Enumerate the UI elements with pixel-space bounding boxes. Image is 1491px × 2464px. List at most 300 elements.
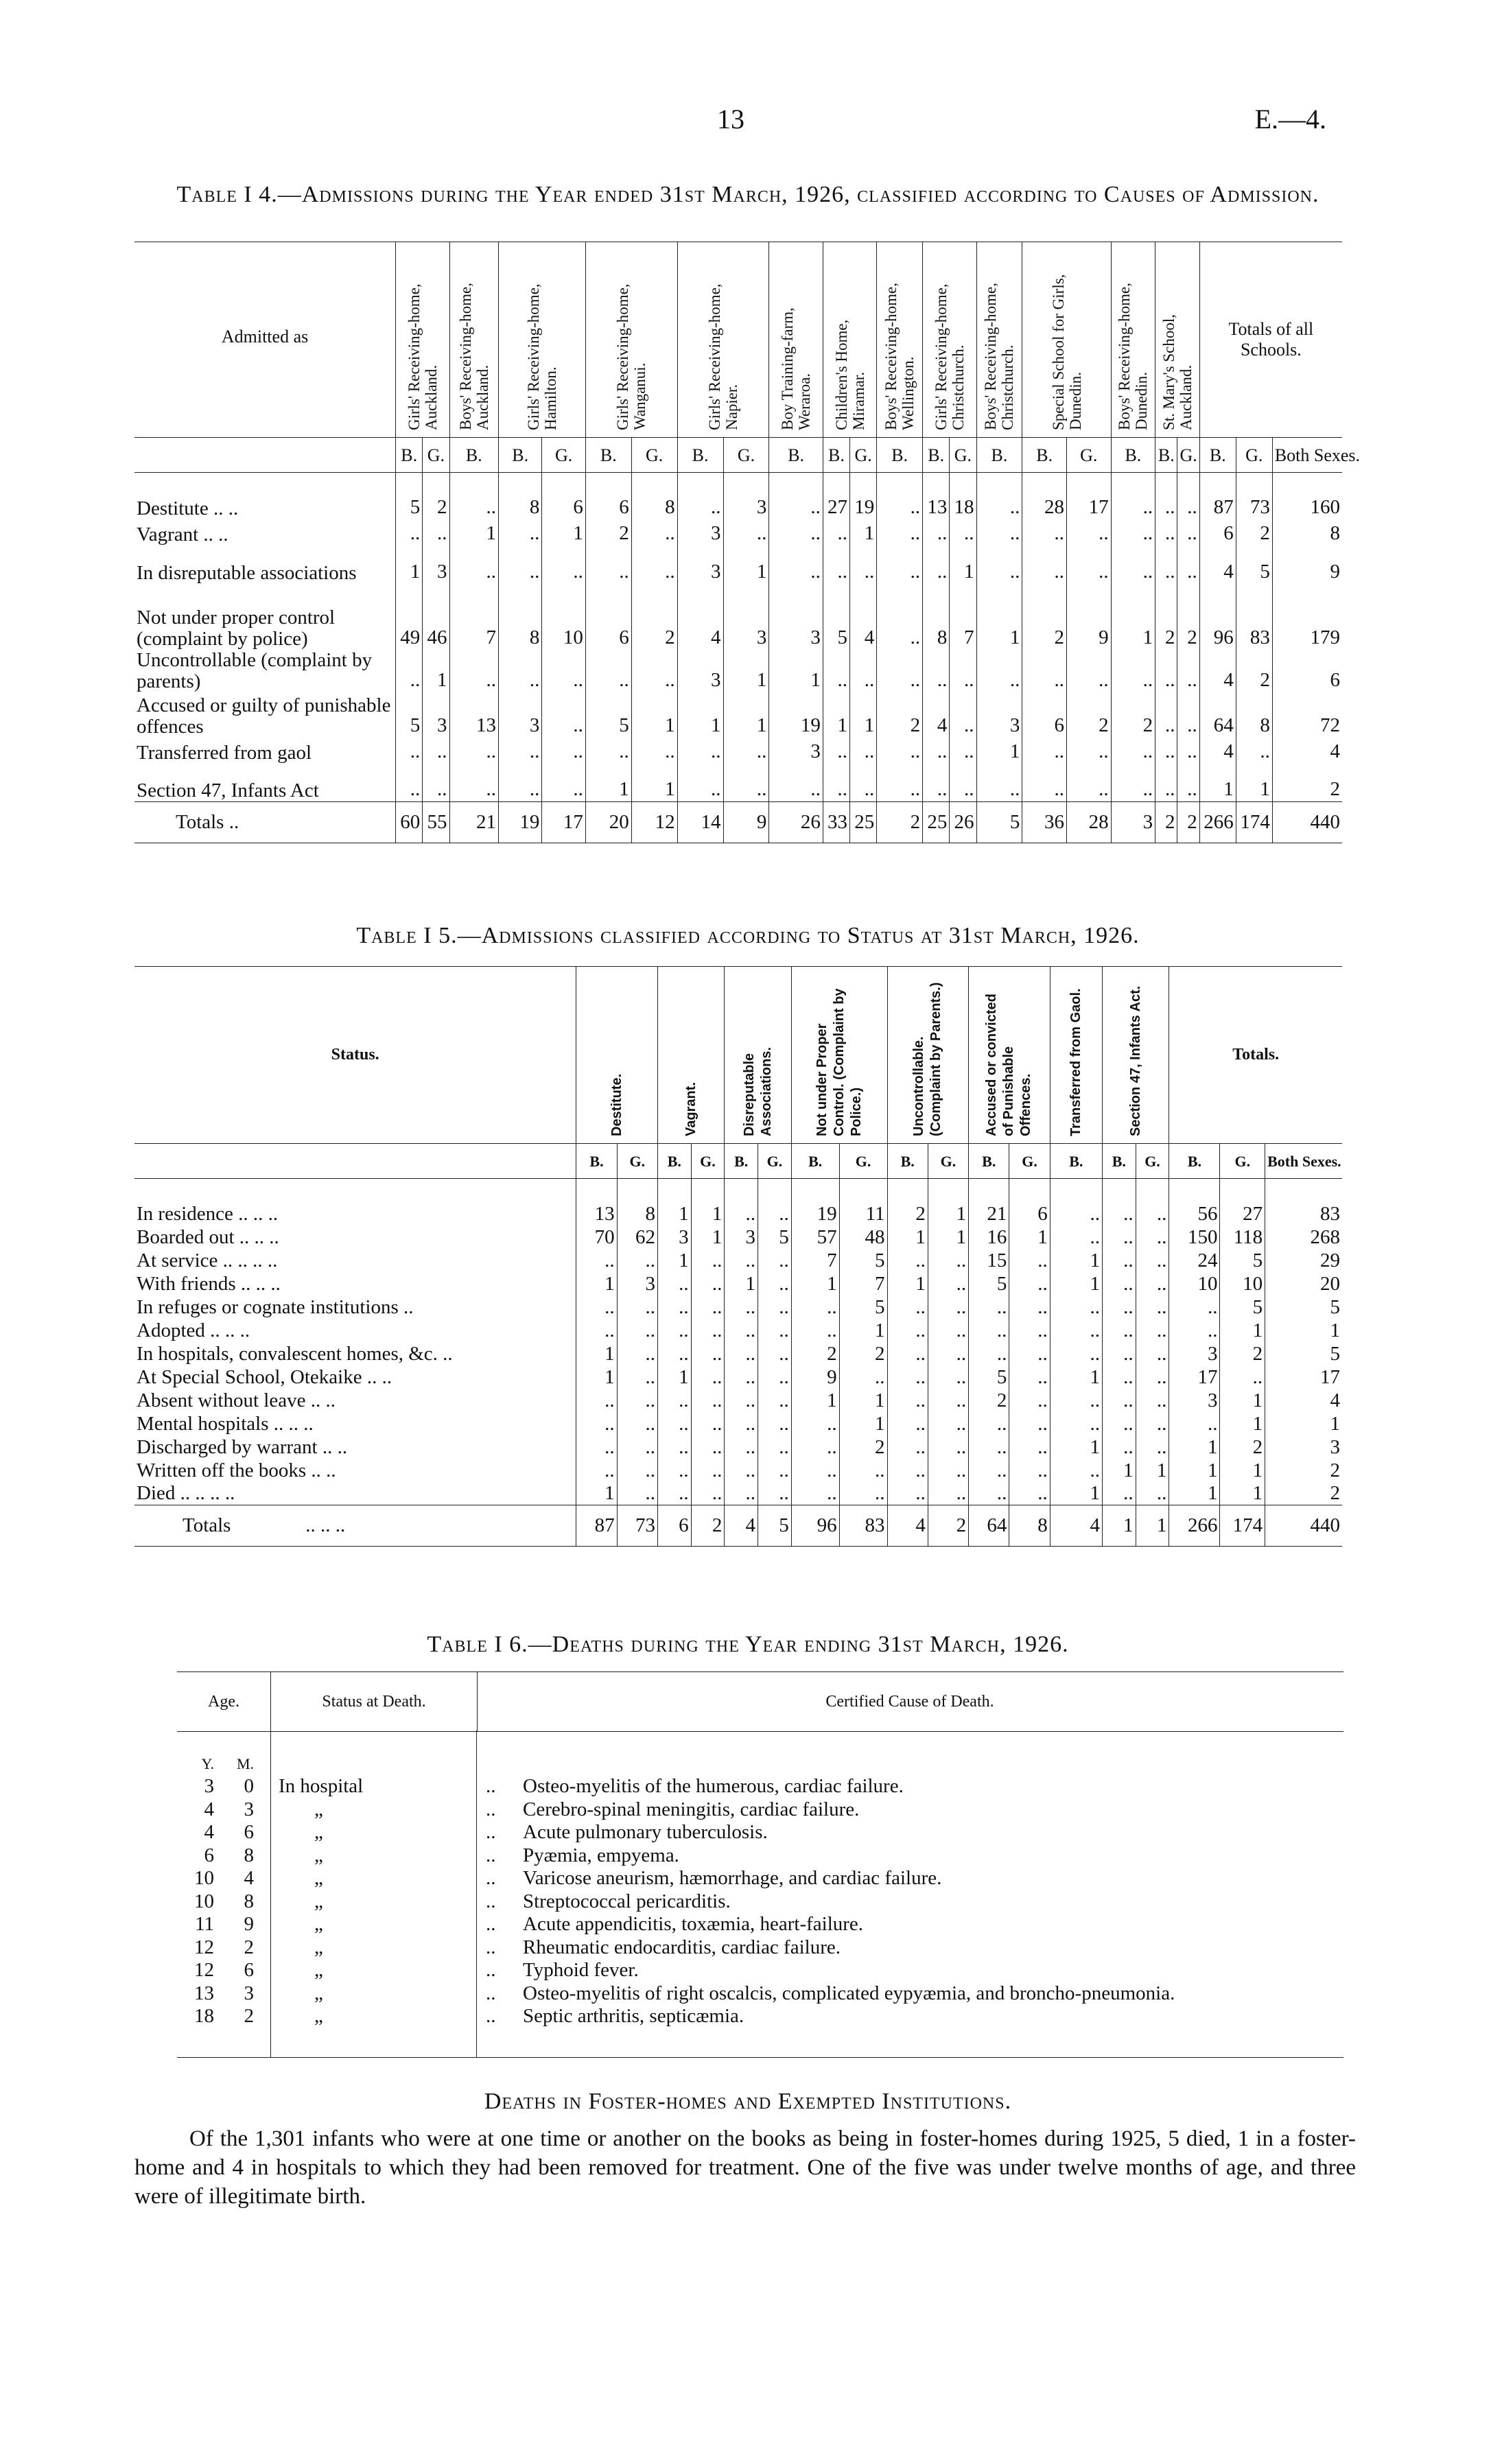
table-cell: 19 — [791, 1179, 839, 1225]
table-cell: .. — [423, 738, 449, 764]
table-cell: .. — [1102, 1389, 1136, 1412]
table-cell: .. — [691, 1272, 725, 1295]
table-cell: .. — [657, 1295, 691, 1319]
table-cell: .. — [1111, 738, 1155, 764]
sex-subheader: G. — [631, 438, 677, 473]
table-row — [134, 1389, 1342, 1412]
table-cell: 2 — [1155, 802, 1177, 843]
sex-subheader: G. — [1236, 438, 1272, 473]
table-cell: 3 — [423, 545, 449, 584]
table-cell: .. — [1220, 1365, 1265, 1389]
table-cell: .. — [1102, 1342, 1136, 1365]
table-cell: .. — [1136, 1435, 1169, 1459]
table-cell: 3 — [677, 650, 723, 692]
table-cell: 17 — [1265, 1365, 1342, 1389]
table-cell: 1 — [1199, 764, 1236, 802]
table-cell: .. — [823, 545, 849, 584]
table-cell: 5 — [839, 1295, 887, 1319]
table-cell: .. — [1169, 1412, 1220, 1435]
row-label: In refuges or cognate institutions .. — [137, 1295, 414, 1318]
table-cell: 1 — [691, 1179, 725, 1225]
table-cell: 60 — [396, 802, 423, 843]
table-cell: .. — [1136, 1295, 1169, 1319]
table-cell: 1 — [1102, 1505, 1136, 1547]
table-cell: .. — [1236, 738, 1272, 764]
sex-subheader: G. — [950, 438, 976, 473]
table-cell: 1 — [1050, 1249, 1102, 1272]
table-cell: .. — [1155, 545, 1177, 584]
table-cell: .. — [877, 545, 923, 584]
age-years: 13 — [194, 1982, 214, 2004]
table-i6-header — [177, 1671, 1343, 1732]
table-cell: .. — [1009, 1249, 1050, 1272]
table-cell: 14 — [677, 802, 723, 843]
sex-subheader: B. — [576, 1144, 617, 1179]
table-cell: .. — [928, 1342, 968, 1365]
col-header: Boys' Receiving-home, Dunedin. — [1111, 242, 1155, 438]
sex-subheader: G. — [691, 1144, 725, 1179]
table-cell: 6 — [542, 473, 585, 519]
status-at-death: „ — [314, 1844, 323, 1866]
sex-subheader: B. — [657, 1144, 691, 1179]
table-cell: .. — [396, 738, 423, 764]
row-label: Totals .. .. .. — [134, 1505, 576, 1547]
table-cell: 70 — [576, 1225, 617, 1249]
table-cell: 6 — [1199, 519, 1236, 545]
table-cell: .. — [449, 650, 499, 692]
table-cell: 9 — [1067, 584, 1112, 650]
table-cell: .. — [576, 1412, 617, 1435]
table-cell: .. — [423, 764, 449, 802]
table-cell: .. — [691, 1482, 725, 1505]
table-cell: 268 — [1265, 1225, 1342, 1249]
table-cell: .. — [677, 473, 723, 519]
table-cell: 48 — [839, 1225, 887, 1249]
age-years: 4 — [204, 1798, 214, 1820]
row-label: At service .. .. .. .. — [137, 1249, 278, 1271]
table-cell: .. — [1067, 519, 1112, 545]
table-cell: 6 — [585, 473, 631, 519]
col-header: Boys' Receiving-home, Auckland. — [449, 242, 499, 438]
table-cell: .. — [1050, 1412, 1102, 1435]
table-cell: 1 — [423, 650, 449, 692]
sex-subheader: B. — [969, 1144, 1009, 1179]
table-i4-caption: Table I 4.—Admissions during the Year ended 31st March, 1926, classified according to Causes of Admission. — [176, 182, 1319, 207]
row-label: Died .. .. .. .. — [137, 1482, 235, 1504]
table-cell: .. — [617, 1389, 657, 1412]
sex-subheader: B. — [585, 438, 631, 473]
table-cell: 1 — [1265, 1319, 1342, 1342]
table-cell: 1 — [677, 692, 723, 738]
table-cell: .. — [725, 1179, 758, 1225]
table-cell: .. — [499, 738, 542, 764]
row-label: Not under proper control (complaint by police) — [137, 606, 336, 650]
row-label: Vagrant .. .. — [137, 523, 228, 545]
table-cell: .. — [1102, 1412, 1136, 1435]
table-cell: 1 — [1050, 1365, 1102, 1389]
col-header: St. Mary's School, Auckland. — [1155, 242, 1200, 438]
table-cell: 8 — [923, 584, 950, 650]
table-cell: .. — [1111, 650, 1155, 692]
table-cell: 1 — [1136, 1459, 1169, 1482]
table-cell: 28 — [1022, 473, 1067, 519]
table-cell: 3 — [769, 584, 823, 650]
table-cell: 87 — [576, 1505, 617, 1547]
status-at-death: „ — [314, 1982, 323, 2004]
table-cell: 1 — [723, 692, 769, 738]
table-cell: 3 — [423, 692, 449, 738]
table-cell: 7 — [449, 584, 499, 650]
sex-subheader: Both Sexes. — [1272, 438, 1342, 473]
table-cell: .. — [1009, 1482, 1050, 1505]
table-cell: 4 — [887, 1505, 928, 1547]
table-cell: 1 — [449, 519, 499, 545]
row-label: In residence .. .. .. — [137, 1202, 279, 1225]
table-cell: 3 — [725, 1225, 758, 1249]
table-cell: .. — [617, 1295, 657, 1319]
table-cell: .. — [396, 519, 423, 545]
death-row — [177, 1820, 1343, 1844]
table-cell: 1 — [1220, 1389, 1265, 1412]
table-cell: .. — [657, 1389, 691, 1412]
sex-subheader: B. — [677, 438, 723, 473]
table-cell: 2 — [877, 692, 923, 738]
table-cell: .. — [1136, 1249, 1169, 1272]
page-header — [0, 103, 1491, 144]
table-cell: .. — [823, 764, 849, 802]
table-row — [134, 545, 1342, 584]
table-cell: 5 — [839, 1249, 887, 1272]
table-cell: .. — [576, 1435, 617, 1459]
cause-of-death: Typhoid fever. — [523, 1959, 639, 1981]
table-cell: 5 — [1265, 1342, 1342, 1365]
table-cell: .. — [585, 650, 631, 692]
table-cell: 2 — [1177, 584, 1199, 650]
table-cell: .. — [1169, 1319, 1220, 1342]
table-cell: .. — [449, 764, 499, 802]
table-cell: .. — [576, 1249, 617, 1272]
table-cell: .. — [791, 1435, 839, 1459]
table-cell: .. — [542, 650, 585, 692]
table-row — [134, 692, 1342, 738]
table-cell: .. — [976, 650, 1022, 692]
col-header-totals: Totals of all Schools. — [1199, 242, 1342, 438]
col-header: Vagrant. — [657, 967, 724, 1144]
table-cell: 1 — [976, 738, 1022, 764]
status-at-death: „ — [314, 1959, 323, 1981]
table-cell: 2 — [1220, 1435, 1265, 1459]
table-cell: .. — [1136, 1225, 1169, 1249]
sex-subheader: B. — [976, 438, 1022, 473]
table-cell: .. — [1155, 738, 1177, 764]
table-cell: .. — [928, 1365, 968, 1389]
table-cell: 4 — [725, 1505, 758, 1547]
table-cell: 3 — [723, 584, 769, 650]
table-cell: .. — [1067, 738, 1112, 764]
table-cell: .. — [887, 1412, 928, 1435]
table-cell: .. — [923, 764, 950, 802]
sex-subheader: G. — [542, 438, 585, 473]
table-cell: .. — [1177, 764, 1199, 802]
table-cell: 4 — [1272, 738, 1342, 764]
table-cell: 1 — [850, 692, 877, 738]
table-cell: .. — [691, 1412, 725, 1435]
table-cell: .. — [1136, 1319, 1169, 1342]
table-cell: 57 — [791, 1225, 839, 1249]
table-cell: 1 — [631, 764, 677, 802]
col-header: Girls' Receiving-home, Auckland. — [396, 242, 449, 438]
table-cell: 5 — [969, 1365, 1009, 1389]
row-label: Discharged by warrant .. .. — [137, 1435, 348, 1458]
table-cell: .. — [928, 1482, 968, 1505]
table-cell: .. — [657, 1272, 691, 1295]
table-cell: 3 — [499, 692, 542, 738]
table-cell: 440 — [1272, 802, 1342, 843]
table-cell: 266 — [1169, 1505, 1220, 1547]
table-cell: .. — [839, 1365, 887, 1389]
table-cell: 9 — [723, 802, 769, 843]
table-cell: .. — [396, 764, 423, 802]
table-cell: 3 — [976, 692, 1022, 738]
table-cell: .. — [396, 650, 423, 692]
table-cell: 4 — [1050, 1505, 1102, 1547]
table-cell: 3 — [657, 1225, 691, 1249]
table-cell: .. — [723, 764, 769, 802]
table-cell: .. — [839, 1482, 887, 1505]
table-cell: 160 — [1272, 473, 1342, 519]
col-header: Destitute. — [576, 967, 658, 1144]
table-cell: .. — [1155, 473, 1177, 519]
table-cell: .. — [725, 1342, 758, 1365]
table-cell: 2 — [585, 519, 631, 545]
table-cell: 4 — [1199, 545, 1236, 584]
table-cell: 1 — [791, 1389, 839, 1412]
table-cell: .. — [617, 1412, 657, 1435]
table-cell: .. — [723, 738, 769, 764]
sex-subheader: B. — [1155, 438, 1177, 473]
status-at-death: „ — [314, 1890, 323, 1912]
table-cell: .. — [631, 738, 677, 764]
table-cell: 5 — [758, 1505, 792, 1547]
table-cell: .. — [576, 1389, 617, 1412]
table-cell: .. — [758, 1179, 792, 1225]
age-years: 12 — [194, 1959, 214, 1981]
table-cell: 5 — [585, 692, 631, 738]
totals-row — [134, 802, 1342, 843]
row-label: Written off the books .. .. — [137, 1459, 336, 1481]
table-cell: 2 — [1236, 650, 1272, 692]
col-header: Girls' Receiving-home, Wanganui. — [585, 242, 677, 438]
sex-subheader: G. — [850, 438, 877, 473]
table-cell: .. — [928, 1412, 968, 1435]
table-cell: .. — [1009, 1365, 1050, 1389]
table-cell: .. — [877, 519, 923, 545]
table-cell: 1 — [823, 692, 849, 738]
age-months: 2 — [244, 2005, 254, 2027]
table-cell: 1 — [1220, 1482, 1265, 1505]
col-header: Girls' Receiving-home, Napier. — [677, 242, 769, 438]
table-cell: .. — [542, 545, 585, 584]
table-cell: 25 — [850, 802, 877, 843]
table-cell: .. — [758, 1435, 792, 1459]
table-cell: .. — [542, 764, 585, 802]
table-cell: .. — [725, 1319, 758, 1342]
table-cell: .. — [887, 1295, 928, 1319]
table-cell: .. — [725, 1482, 758, 1505]
table-cell: .. — [1136, 1365, 1169, 1389]
table-cell: .. — [1111, 473, 1155, 519]
age-months: 3 — [244, 1982, 254, 2004]
table-i4-stub-header: Admitted as — [221, 326, 309, 347]
table-cell: .. — [1136, 1412, 1169, 1435]
table-cell: 1 — [1169, 1435, 1220, 1459]
table-cell: .. — [969, 1295, 1009, 1319]
table-i4 — [134, 242, 1361, 843]
table-cell: 10 — [1169, 1272, 1220, 1295]
table-cell: .. — [976, 545, 1022, 584]
table-cell: .. — [617, 1365, 657, 1389]
col-header: Children's Home, Miramar. — [823, 242, 876, 438]
totals-row — [134, 1505, 1342, 1547]
table-cell: .. — [1067, 764, 1112, 802]
table-cell: .. — [1177, 519, 1199, 545]
leader-dots: .. — [486, 1798, 496, 1820]
table-cell: .. — [1009, 1389, 1050, 1412]
table-cell: 1 — [396, 545, 423, 584]
table-row — [134, 1249, 1342, 1272]
table-cell: .. — [1155, 519, 1177, 545]
death-row — [177, 1982, 1343, 2005]
table-cell: 1 — [850, 519, 877, 545]
death-row — [177, 1912, 1343, 1936]
table-cell: .. — [887, 1319, 928, 1342]
col-header: Disreputable Associations. — [725, 967, 791, 1144]
table-cell: 8 — [1009, 1505, 1050, 1547]
table-cell: .. — [617, 1459, 657, 1482]
table-cell: 179 — [1272, 584, 1342, 650]
table-cell: .. — [887, 1482, 928, 1505]
table-cell: .. — [1169, 1295, 1220, 1319]
table-cell: .. — [769, 764, 823, 802]
sex-subheader: G. — [1009, 1144, 1050, 1179]
table-cell: .. — [850, 650, 877, 692]
table-cell: .. — [1111, 764, 1155, 802]
table-cell: 1 — [657, 1365, 691, 1389]
table-cell: 3 — [1169, 1342, 1220, 1365]
table-cell: 118 — [1220, 1225, 1265, 1249]
table-cell: .. — [1136, 1482, 1169, 1505]
table-cell: 27 — [823, 473, 849, 519]
table-cell: 8 — [499, 584, 542, 650]
row-label: Totals .. — [134, 802, 396, 843]
table-cell: 2 — [969, 1389, 1009, 1412]
table-cell: 1 — [839, 1389, 887, 1412]
table-cell: 3 — [1265, 1435, 1342, 1459]
table-cell: .. — [791, 1295, 839, 1319]
table-cell: .. — [950, 764, 976, 802]
table-cell: .. — [691, 1365, 725, 1389]
age-years: 4 — [204, 1821, 214, 1843]
table-cell: 21 — [449, 802, 499, 843]
col-header: Transferred from Gaol. — [1050, 967, 1102, 1144]
table-cell: 36 — [1022, 802, 1067, 843]
table-cell: .. — [850, 764, 877, 802]
table-cell: 1 — [576, 1342, 617, 1365]
col-header: Boys' Receiving-home, Christchurch. — [976, 242, 1022, 438]
table-cell: 2 — [1111, 692, 1155, 738]
table-cell: 2 — [631, 584, 677, 650]
col-header: Not under Proper Control. (Complaint by Police.) — [791, 967, 887, 1144]
table-cell: 96 — [1199, 584, 1236, 650]
col-header-totals: Totals. — [1169, 967, 1342, 1144]
months-subheader: M. — [236, 1755, 254, 1772]
table-cell: .. — [499, 650, 542, 692]
table-cell: 4 — [1199, 650, 1236, 692]
table-cell: 3 — [769, 738, 823, 764]
age-years: 10 — [194, 1890, 214, 1912]
age-years: 12 — [194, 1936, 214, 1958]
cause-of-death: Osteo-myelitis of the humerous, cardiac failure. — [523, 1775, 904, 1797]
sex-subheader: G. — [1177, 438, 1199, 473]
table-cell: 9 — [791, 1365, 839, 1389]
cause-of-death: Acute appendicitis, toxæmia, heart-failure. — [523, 1913, 864, 1935]
table-cell: .. — [976, 519, 1022, 545]
table-row — [134, 1295, 1342, 1319]
table-cell: 174 — [1220, 1505, 1265, 1547]
table-cell: 10 — [1220, 1272, 1265, 1295]
table-cell: 1 — [928, 1225, 968, 1249]
table-cell: 1 — [791, 1272, 839, 1295]
table-cell: 1 — [1169, 1482, 1220, 1505]
row-label: Transferred from gaol — [137, 741, 312, 764]
table-cell: 1 — [839, 1319, 887, 1342]
table-cell: .. — [657, 1319, 691, 1342]
table-cell: 1 — [1102, 1459, 1136, 1482]
death-row — [177, 1890, 1343, 1913]
table-cell: 18 — [950, 473, 976, 519]
table-cell: .. — [1136, 1342, 1169, 1365]
table-cell: .. — [1102, 1365, 1136, 1389]
table-cell: 5 — [969, 1272, 1009, 1295]
table-cell: .. — [691, 1435, 725, 1459]
table-cell: .. — [791, 1319, 839, 1342]
table-cell: .. — [1102, 1272, 1136, 1295]
table-cell: 5 — [1220, 1295, 1265, 1319]
table-cell: .. — [1050, 1389, 1102, 1412]
table-cell: 1 — [928, 1179, 968, 1225]
table-cell: 13 — [923, 473, 950, 519]
table-cell: 27 — [1220, 1179, 1265, 1225]
table-cell: .. — [657, 1482, 691, 1505]
sex-subheader: G. — [758, 1144, 792, 1179]
leader-dots: .. — [486, 1959, 496, 1981]
table-cell: .. — [950, 519, 976, 545]
table-cell: 26 — [769, 802, 823, 843]
status-at-death: „ — [314, 1798, 323, 1820]
age-months: 0 — [244, 1775, 254, 1797]
table-cell: 6 — [657, 1505, 691, 1547]
table-cell: 6 — [1022, 692, 1067, 738]
table-cell: 3 — [617, 1272, 657, 1295]
table-cell: 1 — [1169, 1459, 1220, 1482]
table-row — [134, 584, 1342, 650]
table-cell: .. — [823, 650, 849, 692]
table-cell: 24 — [1169, 1249, 1220, 1272]
table-cell: .. — [449, 473, 499, 519]
table-cell: 440 — [1265, 1505, 1342, 1547]
row-label: At Special School, Otekaike .. .. — [137, 1365, 392, 1388]
table-cell: 83 — [839, 1505, 887, 1547]
